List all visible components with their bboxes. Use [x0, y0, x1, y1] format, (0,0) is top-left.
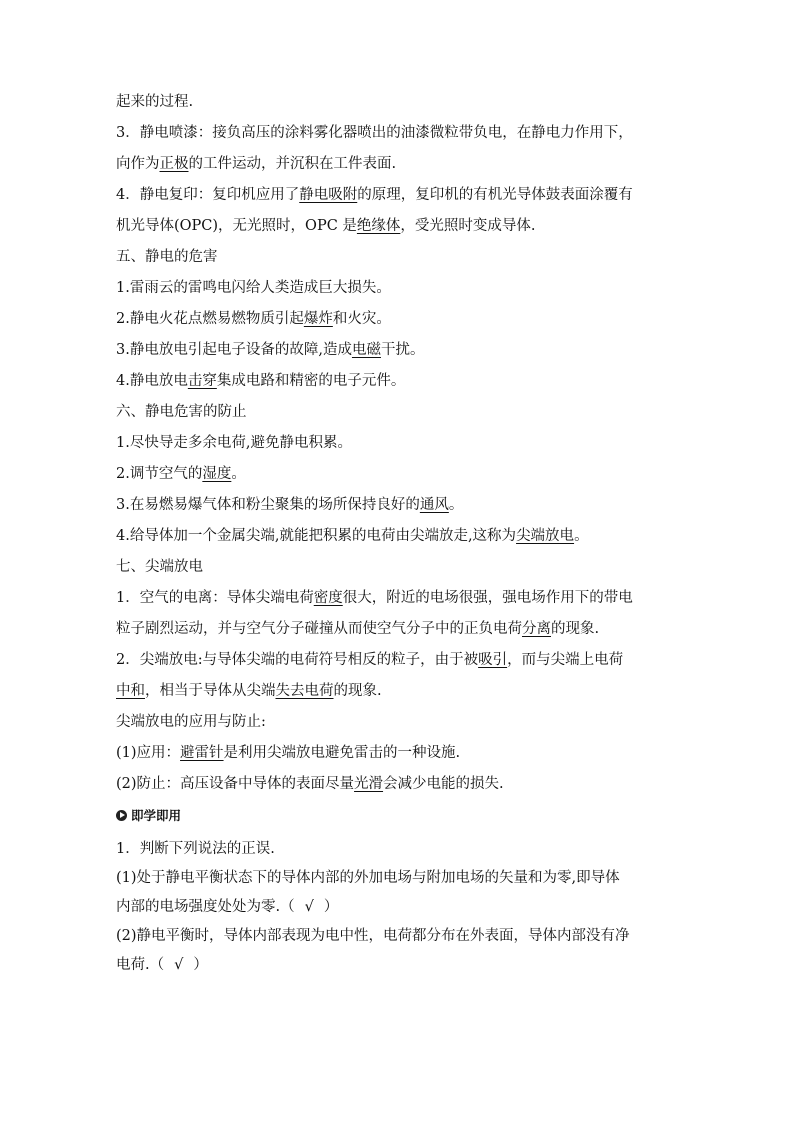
text: 内部的电场强度处处为零.（ [116, 899, 295, 915]
text: 会减少电能的损失. [383, 776, 504, 792]
quiz-line [116, 926, 696, 946]
text: 的工件运动，并沉积在工件表面. [188, 156, 397, 172]
text: 向作为 [116, 156, 160, 172]
play-circle-icon [116, 810, 127, 821]
text: (1)处于静电平衡状态下的导体内部的外加电场与附加电场的矢量和为零,即导体 [116, 870, 620, 886]
text-line [116, 619, 696, 639]
text: 。 [574, 528, 589, 544]
fill-in-answer: 爆炸 [303, 311, 333, 327]
heading-text: 六、静电危害的防止 [116, 404, 247, 420]
text: 干扰。 [380, 342, 425, 358]
quiz-line [116, 868, 696, 888]
text: 3.在易燃易爆气体和粉尘聚集的场所保持良好的 [116, 497, 420, 513]
heading-text: 七、尖端放电 [116, 559, 203, 575]
text: ，而与尖端上电荷 [507, 652, 624, 668]
text: 。 [231, 466, 246, 482]
text: 3．静电喷漆：接负高压的涂料雾化器喷出的油漆微粒带负电，在静电力作用下， [116, 125, 633, 141]
text: 4.给导体加一个金属尖端,就能把积累的电荷由尖端放走,这称为 [116, 528, 517, 544]
text: 起来的过程. [116, 94, 194, 110]
fill-in-answer: 吸引 [478, 652, 508, 668]
section-heading [116, 402, 696, 422]
text-line [116, 464, 696, 484]
fill-in-answer: 湿度 [202, 466, 232, 482]
text-line [116, 154, 696, 174]
fill-in-answer: 分离 [522, 621, 551, 637]
fill-in-answer: 中和 [116, 683, 145, 699]
text: 的原理，复印机的有机光导体鼓表面涂覆有 [357, 187, 633, 203]
text-line [116, 371, 696, 391]
text: 4.静电放电 [116, 373, 188, 389]
fill-in-answer: 避雷针 [180, 745, 224, 761]
text: ，受光照时变成导体. [400, 218, 536, 234]
document-body [116, 92, 696, 984]
text: 粒子剧烈运动，并与空气分子碰撞从而使空气分子中的正负电荷 [116, 621, 522, 637]
text: 1.雷雨云的雷鸣电闪给人类造成巨大损失。 [116, 280, 391, 296]
text-line [116, 340, 696, 360]
text: ） [193, 957, 208, 973]
text: 电荷.（ [116, 957, 165, 973]
section-label-text: 即学即用 [131, 808, 182, 823]
check-mark: √ [174, 957, 184, 973]
text-line [116, 526, 696, 546]
text: 尖端放电的应用与防止: [116, 714, 266, 730]
text-line [116, 495, 696, 515]
fill-in-answer: 密度 [313, 590, 343, 606]
fill-in-answer: 通风 [419, 497, 449, 513]
text: 2．尖端放电:与导体尖端的电荷符号相反的粒子，由于被 [116, 652, 479, 668]
text-line [116, 92, 696, 112]
fill-in-answer: 尖端放电 [516, 528, 575, 544]
text: 的现象. [551, 621, 600, 637]
text-line [116, 185, 696, 205]
heading-text: 五、静电的危害 [116, 249, 218, 265]
text: 1．空气的电离：导体尖端电荷 [116, 590, 314, 606]
quiz-line [116, 839, 696, 859]
text: 是利用尖端放电避免雷击的一种设施. [223, 745, 461, 761]
text-line [116, 774, 696, 794]
quiz-line [116, 955, 696, 975]
fill-in-answer: 电磁 [351, 342, 381, 358]
text-line [116, 588, 696, 608]
text: 很大，附近的电场很强，强电场作用下的带电 [342, 590, 633, 606]
fill-in-answer: 绝缘体 [356, 218, 401, 234]
section-heading [116, 247, 696, 267]
text: 1．判断下列说法的正误. [116, 841, 275, 857]
text-line [116, 433, 696, 453]
text: (1)应用： [116, 745, 181, 761]
text-line [116, 309, 696, 329]
text: 4．静电复印：复印机应用了 [116, 187, 300, 203]
practice-section-label [116, 805, 696, 825]
text: 集成电路和精密的电子元件。 [216, 373, 406, 389]
text-line [116, 216, 696, 236]
text: 的现象. [333, 683, 382, 699]
text-line [116, 278, 696, 298]
text: ） [323, 899, 339, 915]
text-line [116, 650, 696, 670]
text: 。 [448, 497, 464, 513]
text: 3.静电放电引起电子设备的故障,造成 [116, 342, 352, 358]
text: (2)防止：高压设备中导体的表面尽量 [116, 776, 355, 792]
check-mark: √ [304, 899, 314, 915]
text-line [116, 123, 696, 143]
fill-in-answer: 静电吸附 [299, 187, 358, 203]
text-line [116, 712, 696, 732]
text: ，相当于导体从尖端 [145, 683, 276, 699]
section-heading [116, 557, 696, 577]
text: 2.静电火花点燃易燃物质引起 [116, 311, 304, 327]
text: 2.调节空气的 [116, 466, 203, 482]
text-line [116, 681, 696, 701]
fill-in-answer: 正极 [159, 156, 189, 172]
text-line [116, 743, 696, 763]
text: (2)静电平衡时，导体内部表现为电中性，电荷都分布在外表面，导体内部没有净 [116, 928, 630, 944]
quiz-line [116, 897, 696, 917]
text: 机光导体(OPC)，无光照时，OPC 是 [116, 218, 357, 234]
text: 和火灾。 [332, 311, 391, 327]
fill-in-answer: 光滑 [354, 776, 384, 792]
fill-in-answer: 失去电荷 [275, 683, 334, 699]
text: 1.尽快导走多余电荷,避免静电积累。 [116, 435, 352, 451]
fill-in-answer: 击穿 [187, 373, 217, 389]
